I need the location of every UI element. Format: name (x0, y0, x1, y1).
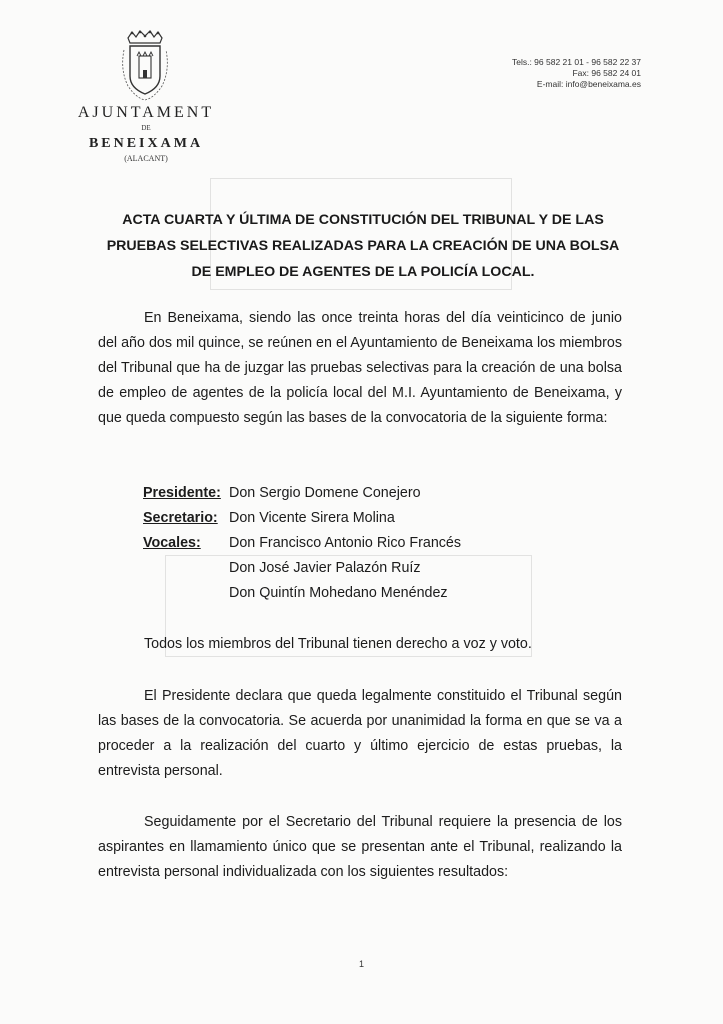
fax-line: Fax: 96 582 24 01 (572, 68, 641, 78)
vote-paragraph (98, 632, 622, 657)
interview-paragraph (98, 810, 622, 885)
interview-text: Seguidamente por el Secretario del Tribunal requiere la presencia de los aspirantes en llamamiento único que se presentan ante el Tribunal, realizando la entrevista personal individualizada con los siguientes resultados: (98, 814, 622, 880)
org-town: BENEIXAMA (88, 136, 204, 151)
vocal-name: Don Quintín Mohedano Menéndez (229, 585, 448, 601)
phone-line: Tels.: 96 582 21 01 - 96 582 22 37 (511, 57, 641, 67)
email-line: E-mail: info@beneixama.es (536, 79, 641, 89)
org-name: AJUNTAMENT (77, 104, 215, 121)
vote-text: Todos los miembros del Tribunal tienen derecho a voz y voto. (144, 636, 532, 652)
constituted-paragraph (98, 684, 622, 784)
secretary-role: Secretario: (143, 510, 218, 526)
page-number: 1 (358, 959, 364, 969)
intro-text: En Beneixama, siendo las once treinta horas del día veinticinco de junio del año dos mil quince, se reúnen en el Ayuntamiento de Beneixama los miembros del Tribunal que ha de juzgar las pruebas selectivas para la creación de una bolsa de empleo de agentes de la policía local del M.I. Ayuntamiento de Beneixama, y que queda compuesto según las bases de la convocatoria de la siguiente forma: (98, 310, 622, 426)
org-de: DE (141, 124, 151, 132)
president-name: Don Sergio Domene Conejero (229, 485, 421, 501)
vocales-role: Vocales: (143, 535, 201, 551)
intro-paragraph (98, 306, 622, 431)
contact-block (512, 57, 641, 90)
org-province: (ALACANT) (124, 154, 168, 163)
secretary-name: Don Vicente Sirera Molina (229, 510, 395, 526)
vocal-name: Don José Javier Palazón Ruíz (229, 560, 421, 576)
president-role: Presidente: (143, 485, 221, 501)
vocal-name: Don Francisco Antonio Rico Francés (229, 535, 462, 551)
municipal-crest-icon (118, 30, 172, 102)
constituted-text: El Presidente declara que queda legalmente constituido el Tribunal según las bases de la convocatoria. Se acuerda por unanimidad la forma en que se va a proceder a la realización del cuarto y último ejercicio de estas pruebas, la entrevista personal. (98, 688, 622, 779)
document-title: ACTA CUARTA Y ÚLTIMA DE CONSTITUCIÓN DEL TRIBUNAL Y DE LAS PRUEBAS SELECTIVAS REALIZADAS PARA LA CREACIÓN DE UNA BOLSA DE EMPLEO DE AGENTES DE LA POLICÍA LOCAL. (106, 212, 620, 280)
